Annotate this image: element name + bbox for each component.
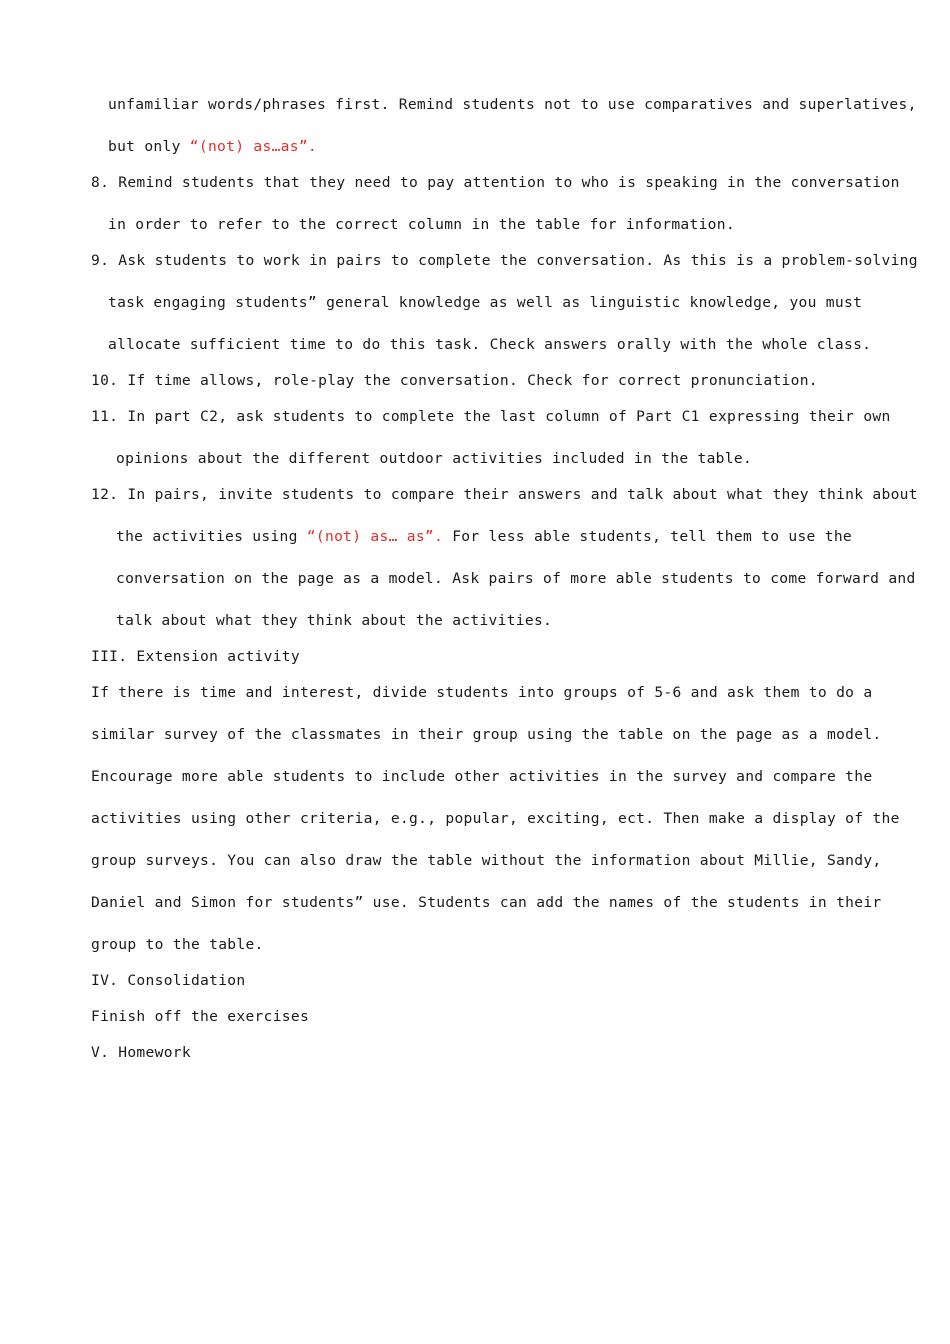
list-item-10: 10. If time allows, role-play the conversation. Check for correct pronunciation. [91,372,818,389]
text-segment: For less able students, tell them to use the [443,528,852,545]
text-line [116,527,852,547]
paragraph-line: activities using other criteria, e.g., popular, exciting, ect. Then make a display of the [91,810,900,827]
highlighted-phrase: “(not) as…as”. [189,138,317,155]
paragraph-line: Daniel and Simon for students” use. Students can add the names of the students in their [91,894,882,911]
list-item-12: 12. In pairs, invite students to compare their answers and talk about what they think about [91,486,918,503]
text-segment: the activities using [116,528,307,545]
paragraph-line: Finish off the exercises [91,1008,310,1025]
text-line: in order to refer to the correct column in the table for information. [108,216,735,233]
section-heading-consolidation: IV. Consolidation [91,972,246,989]
text-line: conversation on the page as a model. Ask pairs of more able students to come forward and [116,570,916,587]
text-line: task engaging students” general knowledge as well as linguistic knowledge, you must [108,294,863,311]
text-segment: but only [108,138,190,155]
text-line [108,137,317,157]
list-item-8: 8. Remind students that they need to pay attention to who is speaking in the conversation [91,174,900,191]
section-heading-extension: III. Extension activity [91,648,300,665]
text-line: unfamiliar words/phrases first. Remind students not to use comparatives and superlatives, [108,96,917,113]
paragraph-line: group surveys. You can also draw the table without the information about Millie, Sandy, [91,852,882,869]
section-heading-homework: V. Homework [91,1044,191,1061]
paragraph-line: Encourage more able students to include other activities in the survey and compare the [91,768,873,785]
list-item-9: 9. Ask students to work in pairs to complete the conversation. As this is a problem-solving [91,252,918,269]
text-line: talk about what they think about the activities. [116,612,553,629]
text-line: allocate sufficient time to do this task. Check answers orally with the whole class. [108,336,872,353]
list-item-11: 11. In part C2, ask students to complete the last column of Part C1 expressing their own [91,408,891,425]
text-line: opinions about the different outdoor activities included in the table. [116,450,753,467]
paragraph-line: similar survey of the classmates in their group using the table on the page as a model. [91,726,882,743]
highlighted-phrase: “(not) as… as”. [306,528,444,545]
paragraph-line: If there is time and interest, divide students into groups of 5-6 and ask them to do a [91,684,873,701]
paragraph-line: group to the table. [91,936,264,953]
